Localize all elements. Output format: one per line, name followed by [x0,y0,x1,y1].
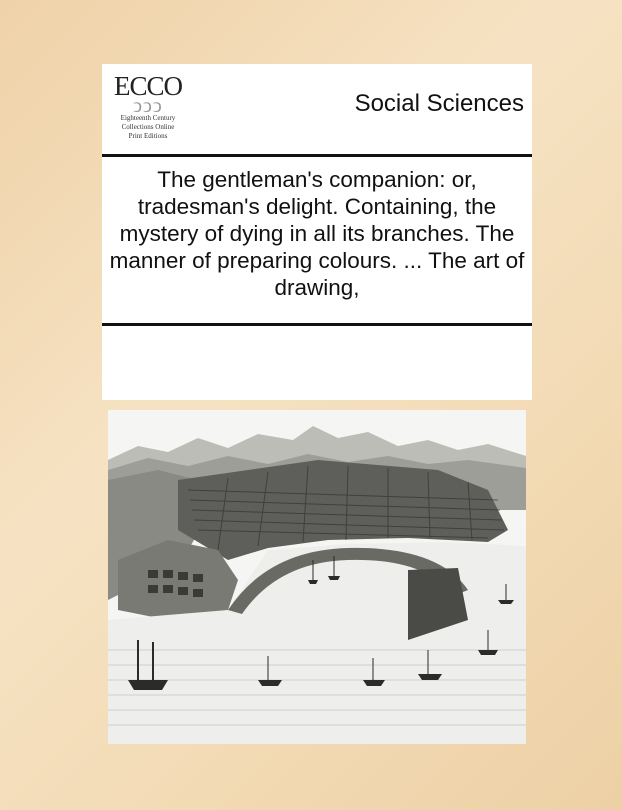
top-rule [102,154,532,157]
category-label: Social Sciences [354,90,524,117]
engraving-image [108,410,526,744]
book-title: The gentleman's companion: or, tradesman's delight. Containing, the mystery of dying in all its branches. The manner of preparing colours. ... The art of drawing, [109,167,525,300]
harbor-engraving [108,410,526,744]
logo-mark-reflection: ↄↄↄ [133,95,163,117]
logo-line-3: Print Editions [128,132,168,140]
bottom-rule [102,323,532,326]
ecco-logo [110,70,186,154]
logo-mark: ECCO [113,71,182,101]
cover-panel [102,64,532,400]
logo-line-2: Collections Online [121,123,175,131]
logo-line-1: Eighteenth Century [120,114,176,122]
